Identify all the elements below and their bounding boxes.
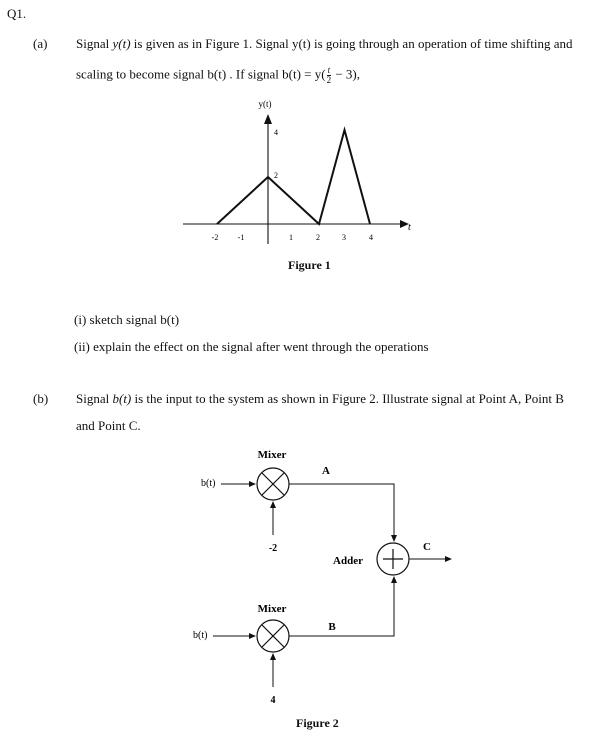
part-a-line1-pre: Signal [76, 36, 113, 51]
output-arrow [445, 556, 452, 562]
part-b-signal-name: b(t) [112, 391, 132, 406]
part-a-signal-name: y(t) [112, 36, 131, 51]
part-b-line1-post: is the input to the system as shown in Figure 2. Illustrate signal at Point A, Point B [131, 391, 564, 406]
x-tick-label: 2 [316, 233, 320, 242]
part-b-label: (b) [33, 391, 49, 406]
x-tick-label: -2 [211, 233, 219, 242]
figure-2-caption: Figure 2 [296, 716, 339, 730]
part-a-line2-tail: − 3), [332, 66, 360, 82]
path-to-adder-bottom [289, 582, 394, 636]
figure-2-diagram [0, 430, 607, 736]
input-top-label: b(t) [201, 478, 216, 489]
part-a-line1-post: is given as in Figure 1. Signal y(t) is going through an operation of time shifting and [130, 36, 573, 51]
part-b-line1 [76, 391, 564, 407]
gain-bottom-label: 4 [270, 695, 276, 706]
gain-top-arrow [270, 501, 276, 508]
x-tick-label: 1 [289, 233, 293, 242]
input-top-arrow [249, 481, 256, 487]
y-tick-label: 4 [274, 128, 278, 137]
part-a-label: (a) [33, 36, 48, 51]
adder-label: Adder [333, 555, 363, 567]
x-tick-label: 3 [342, 233, 346, 242]
gain-bottom-arrow [270, 653, 276, 660]
input-bottom-arrow [249, 633, 256, 639]
figure-1-plot [0, 0, 607, 290]
mixer-bottom-label: Mixer [257, 603, 287, 615]
signal-y-line [217, 130, 370, 224]
figure-1-caption: Figure 1 [288, 258, 331, 272]
point-c-label: C [423, 541, 431, 553]
mixer-top-label: Mixer [257, 449, 287, 461]
y-axis-arrow [264, 114, 272, 124]
adder-bottom-arrow [391, 576, 397, 583]
x-tick-label: 4 [369, 233, 373, 242]
input-bottom-label: b(t) [193, 630, 208, 641]
part-a-line2-text: scaling to become signal b(t) . If signal b(t) = y( [76, 66, 326, 82]
x-tick-labels [212, 233, 373, 242]
sub-question-i: (i) sketch signal b(t) [74, 312, 180, 327]
x-tick-label: -1 [237, 233, 245, 242]
question-number: Q1. [7, 6, 27, 21]
part-b-line1-pre: Signal [76, 391, 113, 406]
point-b-label: B [328, 621, 336, 633]
y-axis-label: y(t) [258, 99, 272, 109]
frac-denominator: 2 [326, 75, 332, 85]
frac-numerator: t [327, 65, 331, 75]
gain-top-label: -2 [268, 543, 278, 554]
y-tick-label: 2 [274, 171, 278, 180]
point-a-label: A [322, 465, 330, 477]
part-b-line2: and Point C. [76, 418, 141, 433]
adder-top-arrow [391, 535, 397, 542]
x-axis-label: t [408, 222, 411, 233]
path-to-adder-top [289, 484, 394, 536]
sub-question-ii: (ii) explain the effect on the signal after went through the operations [74, 339, 429, 354]
